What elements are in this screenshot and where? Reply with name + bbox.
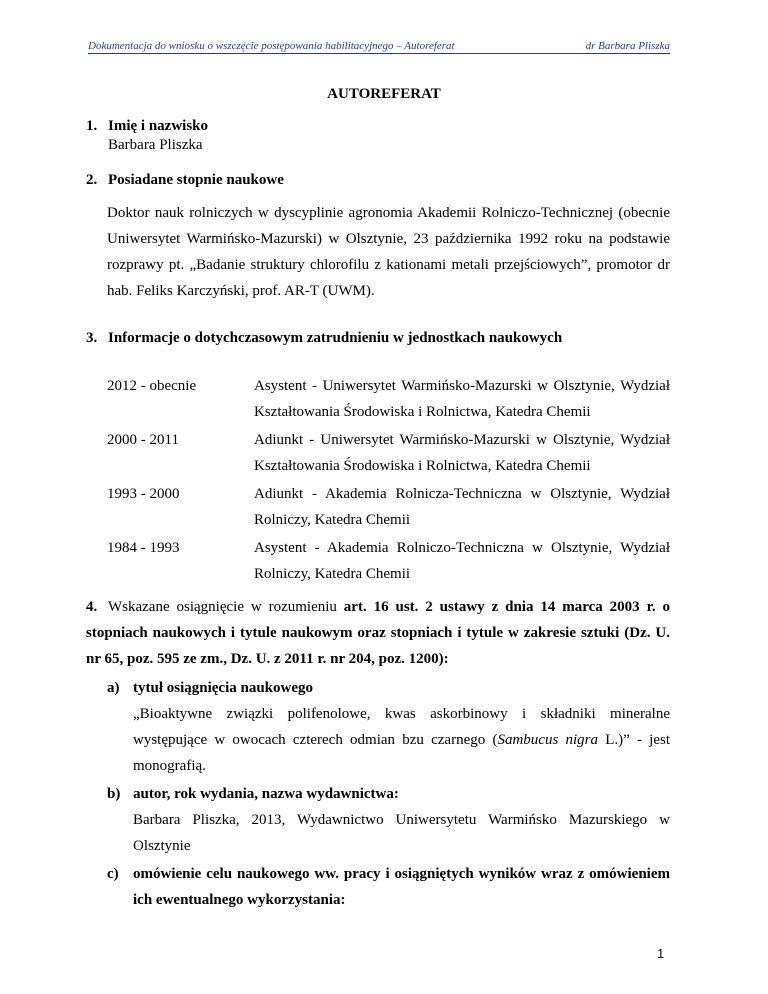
employment-description: Asystent - Uniwersytet Warmińsko-Mazurski w Olsztynie, Wydział Kształtowania Środowiska i Rolnictwa, Katedra Chemii: [254, 378, 670, 420]
section-title: Imię i nazwisko: [108, 118, 209, 134]
employment-description: Adiunkt - Akademia Rolnicza-Techniczna w Olsztynie, Wydział Rolniczy, Katedra Chemii: [254, 486, 670, 528]
section-number: 4.: [86, 599, 98, 615]
page-number: 1: [657, 946, 665, 961]
section-number: 3.: [86, 330, 98, 346]
subsection-content: [133, 675, 670, 779]
section-4-intro-bold: art. 16 ust. 2 ustawy z dnia 14 marca 2003 r. o stopniach naukowych i tytule naukowym oraz stopniach i tytule w zakresie sztuki (Dz. U. nr 65, poz. 595 ze zm., Dz. U. z 2011 r. nr 204, poz. 1200):: [86, 599, 670, 667]
section-2-heading: [86, 172, 284, 189]
section-title: Informacje o dotychczasowym zatrudnieniu w jednostkach naukowych: [108, 330, 563, 346]
subsection-heading: autor, rok wydania, nazwa wydawnictwa:: [133, 786, 399, 802]
achievement-title: [133, 701, 670, 779]
publication-info: Barbara Pliszka, 2013, Wydawnictwo Uniwersytetu Warmińsko Mazurskiego w Olsztynie: [133, 812, 670, 854]
section-4-intro-plain: Wskazane osiągnięcie w rozumieniu: [108, 599, 344, 615]
achievement-title-part: L.)” - jest monografią.: [133, 732, 671, 774]
section-3-heading: [86, 330, 562, 347]
subsection-heading: omówienie celu naukowego ww. pracy i osiągniętych wyników wraz z omówieniem ich ewentualnego wykorzystania:: [133, 866, 670, 908]
subsection-heading: tytuł osiągnięcia naukowego: [133, 680, 314, 696]
header-left-text: Dokumentacja do wniosku o wszczęcie postępowania habilitacyjnego – Autoreferat: [88, 40, 455, 52]
header-right-text: dr Barbara Pliszka: [585, 40, 670, 52]
degree-description: Doktor nauk rolniczych w dyscyplinie agronomia Akademii Rolniczo-Technicznej (obecnie Uniwersytet Warmińsko-Mazurski) w Olsztynie, 23 października 1992 roku na podstawie rozprawy pt. „Badanie struktury chlorofilu z kationami metali przejściowych”, promotor dr hab. Feliks Karczyński, prof. AR-T (UWM).: [107, 205, 670, 299]
employment-period: 2000 - 2011: [107, 432, 179, 448]
subsection-label: a): [107, 680, 120, 696]
section-1-value: Barbara Pliszka: [108, 137, 203, 153]
employment-period: 2012 - obecnie: [107, 378, 197, 394]
employment-period: 1993 - 2000: [107, 486, 180, 502]
page-header: [88, 40, 670, 54]
section-1-heading: [86, 118, 208, 135]
section-title: Posiadane stopnie naukowe: [108, 172, 284, 188]
document-title: AUTOREFERAT: [327, 86, 441, 102]
employment-description: Adiunkt - Uniwersytet Warmińsko-Mazurski w Olsztynie, Wydział Kształtowania Środowiska i Rolnictwa, Katedra Chemii: [254, 432, 670, 474]
achievement-title-part: „Bioaktywne związki polifenolowe, kwas askorbinowy i składniki mineralne występujące w owocach czterech odmian bzu czarnego (: [133, 706, 670, 748]
subsection-content: [133, 781, 670, 859]
section-4-intro: [86, 594, 670, 672]
employment-period: 1984 - 1993: [107, 540, 180, 556]
species-name: Sambucus nigra: [497, 732, 598, 748]
employment-description: Asystent - Akademia Rolniczo-Techniczna w Olsztynie, Wydział Rolniczy, Katedra Chemii: [254, 540, 670, 582]
subsection-label: c): [107, 866, 119, 882]
subsection-label: b): [107, 786, 121, 802]
section-number: 1.: [86, 118, 98, 134]
section-number: 2.: [86, 172, 98, 188]
section-2-paragraph: [107, 200, 670, 304]
